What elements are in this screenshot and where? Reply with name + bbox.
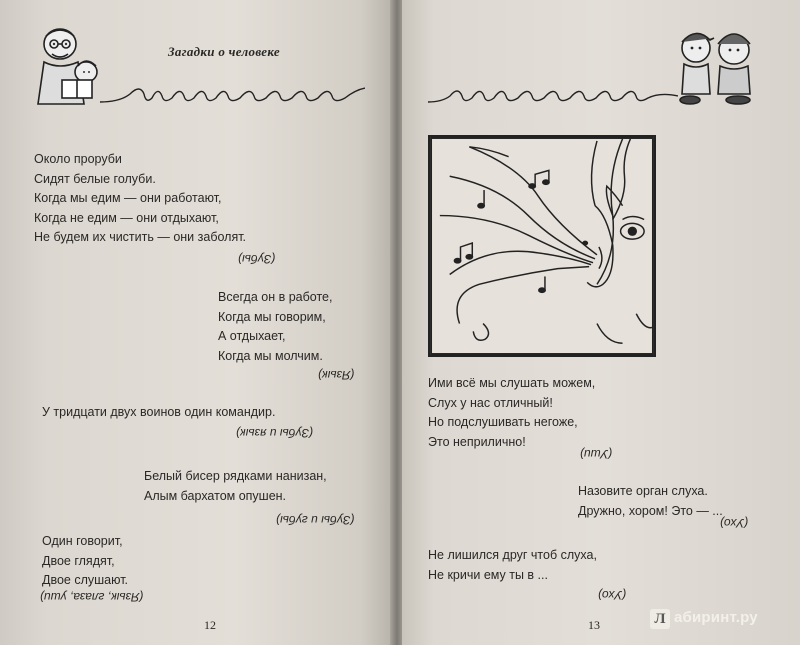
riddle-5 [42,532,128,591]
riddle-line: Когда мы молчим. [218,348,323,363]
riddle-line: У тридцати двух воинов один командир. [42,405,276,419]
header-title: Загадки о человеке [168,44,280,59]
riddle-line: Около проруби [34,152,122,166]
riddle-line: Дружно, хором! Это — ... [578,503,723,518]
left-page [0,0,392,645]
riddle-line: Когда не едим — они отдыхают, [34,210,219,225]
right-page [402,0,800,645]
labirint-logo-icon: Л [650,609,670,629]
riddle-answer: (Зубы) [238,252,276,266]
decorative-squiggle-left [100,80,365,108]
riddle-answer: (Язык) [318,368,355,382]
riddle-answer: (Зубы и язык) [236,426,314,440]
children-illustration [670,20,766,106]
riddle-answer: (Язык, глаза, уши) [40,590,144,604]
riddle-7 [578,482,723,521]
ear-music-illustration [428,135,656,357]
labirint-watermark [647,606,797,634]
riddle-line: Ими всё мы слушать можем, [428,376,596,390]
riddle-2 [218,288,332,366]
riddle-line: Когда мы едим — они работают, [34,191,222,205]
riddle-line: Двое глядят, [42,553,115,568]
riddle-answer: (Ухо) [720,516,749,530]
riddle-3 [42,403,275,423]
riddle-6 [428,374,595,452]
riddle-1 [34,150,246,248]
riddle-line: Двое слушают. [42,573,129,587]
riddle-line: А отдыхает, [218,329,286,343]
riddle-line: Назовите орган слуха. [578,484,708,498]
page-number: 13 [588,618,600,632]
labirint-logo-text: абиринт.ру [674,609,758,626]
riddle-line: Один говорит, [42,534,123,548]
decorative-squiggle-right [428,80,678,108]
riddle-line: Это неприлично! [428,434,526,449]
riddle-line: Но подслушивать негоже, [428,415,578,429]
riddle-8 [428,546,597,585]
riddle-line: Всегда он в работе, [218,290,333,304]
riddle-line: Когда мы говорим, [218,309,326,324]
riddle-line: Не будем их чистить — они заболят. [34,230,247,244]
riddle-line: Алым бархатом опушен. [144,488,287,503]
riddle-4 [144,467,327,506]
riddle-line: Белый бисер рядками нанизан, [144,469,327,483]
riddle-answer: (Ухо) [598,588,627,602]
riddle-line: Не лишился друг чтоб слуха, [428,548,597,562]
riddle-answer: (Уши) [580,447,613,461]
page-number: 12 [204,618,216,632]
riddle-answer: (Зубы и губы) [276,513,355,527]
riddle-line: Сидят белые голуби. [34,171,156,186]
riddle-line: Не кричи ему ты в ... [428,567,548,582]
riddle-line: Слух у нас отличный! [428,395,553,410]
